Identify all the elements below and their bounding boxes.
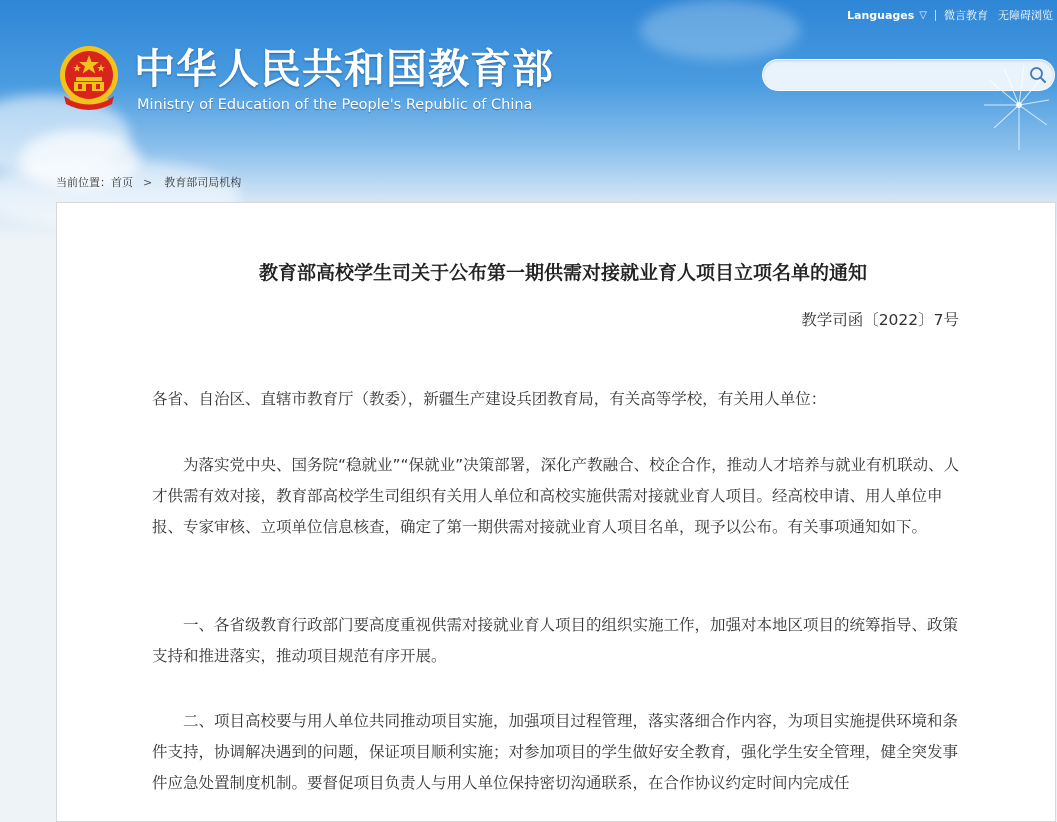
site-subtitle: Ministry of Education of the People's Republic of China — [137, 97, 533, 113]
divider — [935, 10, 936, 21]
top-utility-bar — [847, 7, 1053, 23]
breadcrumb-home-link[interactable]: 首页 — [111, 176, 133, 189]
article-title: 教育部高校学生司关于公布第一期供需对接就业育人项目立项名单的通知 — [258, 262, 867, 284]
search-icon[interactable] — [1028, 65, 1048, 85]
cloud-decoration — [640, 0, 800, 60]
article-recipients: 各省、自治区、直辖市教育厅（教委），新疆生产建设兵团教育局，有关高等学校，有关用人单位： — [152, 390, 827, 408]
breadcrumb-prefix: 当前位置： — [56, 176, 111, 189]
search-input[interactable] — [777, 65, 1021, 87]
article-paragraph: 为落实党中央、国务院“稳就业”“保就业”决策部署，深化产教融合、校企合作，推动人才培养与就业有机联动、人才供需有效对接，教育部高校学生司组织有关用人单位和高校实施供需对接就业育人项目。经高校申请、用人单位申报、专家审核、立项单位信息核查，确定了第一期供需对接就业育人项目名单，现予以公布。有关事项通知如下。 — [152, 456, 960, 536]
chevron-down-icon[interactable]: ▽ — [919, 9, 927, 21]
languages-menu[interactable]: Languages — [847, 8, 915, 22]
site-title[interactable]: 中华人民共和国教育部 — [134, 45, 554, 93]
search-box[interactable] — [762, 59, 1055, 91]
article-paragraph: 一、各省级教育行政部门要高度重视供需对接就业育人项目的组织实施工作，加强对本地区项目的统筹指导、政策支持和推进落实，推动项目规范有序开展。 — [152, 616, 959, 665]
breadcrumb-current-link[interactable]: 教育部司局机构 — [164, 176, 242, 189]
document-number: 教学司函〔2022〕7号 — [801, 311, 959, 329]
article-paragraph: 二、项目高校要与用人单位共同推动项目实施，加强项目过程管理，落实落细合作内容，为项目实施提供环境和条件支持，协调解决遇到的问题，保证项目顺利实施；对参加项目的学生做好安全教育，强化学生安全管理，健全突发事件应急处置制度机制。要督促项目负责人与用人单位保持密切沟通联系，在合作协议约定时间内完成任 — [152, 712, 959, 792]
accessibility-link[interactable]: 无障碍浏览 — [998, 9, 1053, 22]
weiyan-link[interactable]: 微言教育 — [944, 9, 988, 22]
breadcrumb — [56, 174, 241, 190]
chevron-right-icon: > — [143, 175, 153, 189]
national-emblem-icon[interactable] — [56, 44, 122, 112]
article-container — [56, 202, 1056, 822]
